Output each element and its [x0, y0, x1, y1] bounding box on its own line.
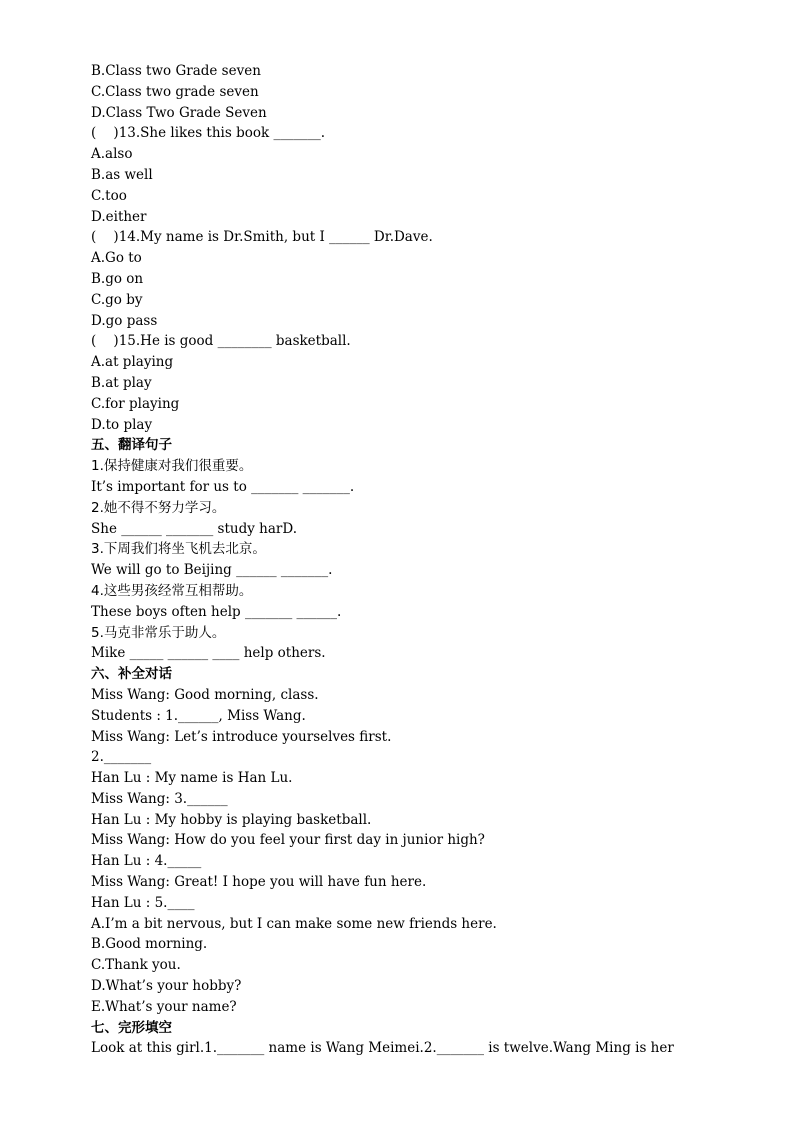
text-line: D.Class Two Grade Seven: [91, 104, 267, 121]
text-line: C.Thank you.: [91, 957, 181, 974]
text-line: ( )15.He is good ________ basketball.: [91, 333, 351, 350]
text-line: C.too: [91, 187, 127, 204]
text-line: D.to play: [91, 416, 153, 433]
text-line: A.at playing: [91, 354, 174, 371]
text-line: 2.她不得不努力学习。: [91, 499, 226, 516]
text-line: A.I’m a bit nervous, but I can make some new friends here.: [91, 915, 497, 932]
text-line: Students : 1.______, Miss Wang.: [91, 707, 306, 724]
text-line: Han Lu : My name is Han Lu.: [91, 770, 293, 787]
text-line: These boys often help _______ ______.: [91, 603, 342, 620]
text-line: D.either: [91, 208, 147, 225]
text-line: A.also: [91, 146, 133, 163]
document-page: [91, 61, 751, 1059]
text-line: D.What’s your hobby?: [91, 978, 242, 995]
text-line: Look at this girl.1._______ name is Wang Meimei.2._______ is twelve.Wang Ming is her: [91, 1040, 674, 1057]
text-line: She ______ _______ study harD.: [91, 520, 297, 537]
text-line: Miss Wang: How do you feel your first day in junior high?: [91, 832, 485, 849]
text-line: Mike _____ ______ ____ help others.: [91, 645, 326, 662]
text-line: A.Go to: [91, 250, 142, 267]
text-line: 5.马克非常乐于助人。: [91, 624, 226, 641]
text-line: It’s important for us to _______ _______.: [91, 478, 355, 495]
text-line: We will go to Beijing ______ _______.: [91, 562, 333, 579]
text-line: B.Class two Grade seven: [91, 63, 261, 79]
text-line: Han Lu : 5.____: [91, 894, 195, 911]
text-line: B.at play: [91, 374, 152, 391]
text-line: Han Lu : 4._____: [91, 853, 202, 870]
text-line: Han Lu : My hobby is playing basketball.: [91, 811, 372, 828]
text-line: 3.下周我们将坐飞机去北京。: [91, 541, 266, 558]
text-line: Miss Wang: Great! I hope you will have fun here.: [91, 874, 427, 891]
text-line: C.Class two grade seven: [91, 83, 259, 100]
text-line: 4.这些男孩经常互相帮助。: [91, 582, 253, 599]
text-line: C.for playing: [91, 395, 180, 412]
text-line: 1.保持健康对我们很重要。: [91, 458, 253, 475]
text-line: ( )13.She likes this book _______.: [91, 125, 325, 142]
text-line: ( )14.My name is Dr.Smith, but I ______ Dr.Dave.: [91, 229, 433, 246]
text-line: B.Good morning.: [91, 936, 208, 953]
text-line: 2._______: [91, 749, 152, 766]
text-line: C.go by: [91, 291, 143, 308]
section-heading: 七、完形填空: [91, 1019, 172, 1036]
text-line: Miss Wang: Good morning, class.: [91, 686, 319, 703]
text-line: D.go pass: [91, 312, 158, 329]
text-line: Miss Wang: Let’s introduce yourselves first.: [91, 728, 392, 745]
section-heading: 六、补全对话: [91, 666, 172, 683]
section-heading: 五、翻译句子: [91, 437, 172, 454]
text-line: B.as well: [91, 166, 153, 183]
text-line: Miss Wang: 3.______: [91, 790, 228, 807]
text-line: B.go on: [91, 270, 144, 287]
text-line: E.What’s your name?: [91, 998, 237, 1015]
